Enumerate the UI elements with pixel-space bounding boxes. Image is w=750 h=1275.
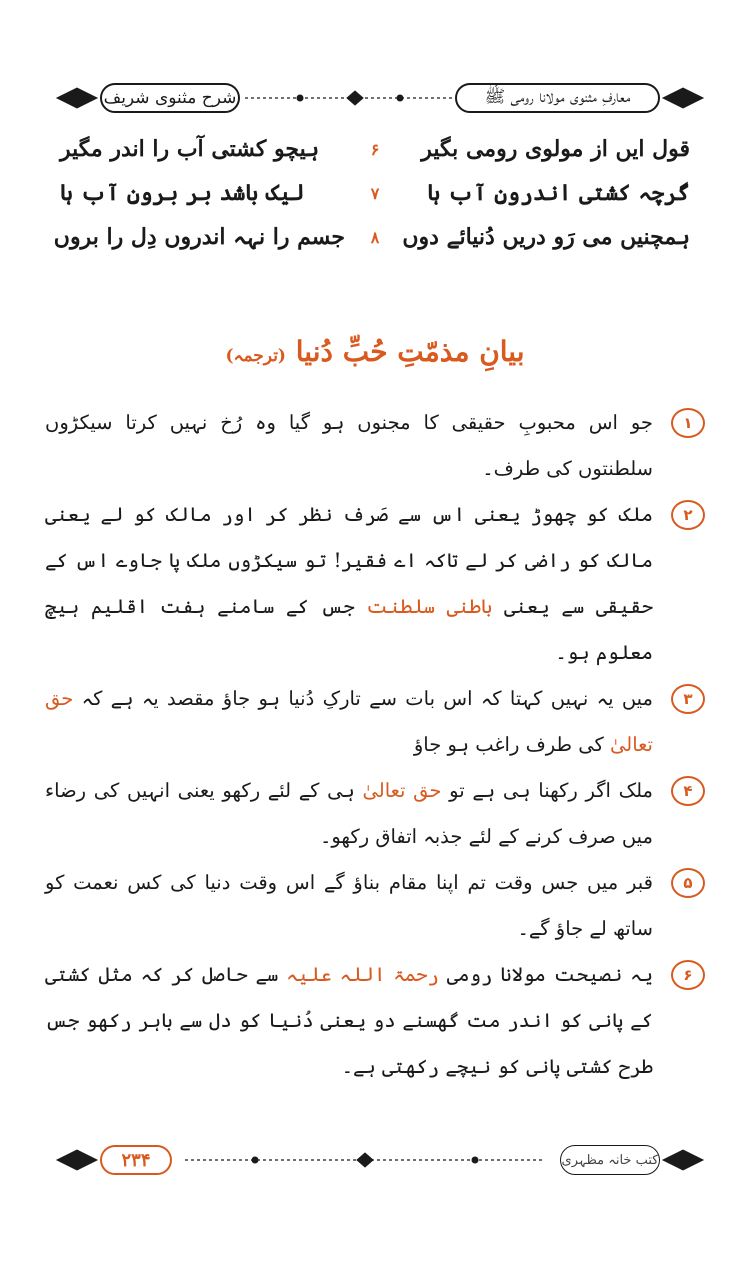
section-heading	[0, 335, 750, 368]
item-text	[45, 676, 653, 768]
item-text	[45, 860, 653, 952]
item-text-part: سے حاصل کر کہ مثل کشتی کے پانی کو اندر مت گھسنے دو یعنی دُنیا کو دل سے باہر رکھو جس طرح کشتی پانی کو نیچے رکھتی ہے۔	[45, 963, 653, 1078]
list-item	[45, 676, 705, 768]
item-text-part: یہ نصیحت مولانا رومی	[438, 963, 653, 986]
verse-second-hemistich: جسم را نہہ اندروں دِل را بروں	[53, 224, 345, 250]
item-number: ۲	[671, 500, 705, 530]
item-text-part: قبر میں جس وقت تم اپنا مقام بناؤ گے اس وقت دنیا کی کس نعمت کو ساتھ لے جاؤ گے۔	[45, 871, 653, 940]
verse-number: ۶	[370, 140, 380, 159]
highlighted-term: حق تعالیٰ	[362, 779, 442, 802]
page-number: ۲۳۴	[121, 1149, 151, 1171]
verse-first-hemistich: ہمچنیں می رَو دریں دُنیائے دوں	[402, 224, 690, 250]
verse-row	[60, 130, 690, 174]
item-text-part: کی طرف راغب ہو جاؤ	[413, 733, 611, 756]
verse-number: ۸	[370, 228, 380, 247]
section-heading-main: بیانِ مذمّتِ حُبِّ دُنیا	[295, 335, 525, 368]
verse-second-hemistich: لیک باشد بر برونِ آب ہا	[60, 180, 305, 206]
item-number: ۱	[671, 408, 705, 438]
item-text	[45, 952, 653, 1090]
book-title-box	[455, 83, 660, 113]
item-text	[45, 492, 653, 676]
highlighted-term: حق تعالیٰ	[45, 687, 653, 756]
item-text-part: میں یہ نہیں کہتا کہ اس بات سے تارکِ دُنیا ہو جاؤ مقصد یہ ہے کہ	[73, 687, 653, 710]
page-number-box	[100, 1145, 172, 1175]
item-number: ۴	[671, 776, 705, 806]
item-text	[45, 768, 653, 860]
section-label: شرح مثنوی شریف	[103, 88, 237, 108]
list-item	[45, 400, 705, 492]
highlighted-term: رحمۃ اللہ علیہ	[286, 963, 439, 986]
list-item	[45, 952, 705, 1090]
book-title: معارفِ مثنوی مولانا رومی ﷺ	[484, 86, 631, 107]
item-number: ۶	[671, 960, 705, 990]
verse-number: ۷	[370, 184, 380, 203]
footer-label-box	[560, 1145, 660, 1175]
item-text-part: ہی کے لئے رکھو یعنی انہیں کی رضاء میں صرف کرنے کے لئے جذبہ اتفاق رکھو۔	[45, 779, 653, 848]
item-text-part: جو اس محبوبِ حقیقی کا مجنوں ہو گیا وہ رُخ نہیں کرتا سیکڑوں سلطنتوں کی طرف۔	[45, 411, 653, 480]
item-text-part: جس کے سامنے ہفت اقلیم ہیچ معلوم ہو۔	[45, 595, 653, 664]
item-text	[45, 400, 653, 492]
item-text-part: ملک کو چھوڑ یعنی اس سے صَرف نظر کر اور مالک کو لے یعنی مالک کو راضی کر لے تاکہ اے فقیر! تو سیکڑوں ملک پا جاوے اس کے حقیقی سے یعنی	[45, 503, 653, 618]
list-item	[45, 492, 705, 676]
list-item	[45, 860, 705, 952]
translation-list	[45, 400, 705, 1090]
item-text-part: ملک اگر رکھنا ہی ہے تو	[441, 779, 653, 802]
list-item	[45, 768, 705, 860]
verse-row	[53, 218, 690, 262]
verse-block	[53, 130, 690, 262]
verse-first-hemistich: گرچہ کشتی اندرونِ آب ہا	[427, 180, 690, 206]
item-number: ۳	[671, 684, 705, 714]
verse-second-hemistich: ہیچو کشتی آب را اندر مگیر	[60, 136, 320, 162]
page-footer	[55, 1140, 705, 1180]
page-header	[55, 78, 705, 118]
section-label-box	[100, 83, 240, 113]
section-heading-sub: (ترجمہ)	[225, 346, 286, 366]
footer-label: کتب خانہ مظہری	[561, 1152, 659, 1168]
verse-row	[60, 174, 690, 218]
item-number: ۵	[671, 868, 705, 898]
verse-first-hemistich: قول ایں از مولوی رومی بگیر	[421, 136, 690, 162]
highlighted-term: باطنی سلطنت	[366, 595, 493, 618]
